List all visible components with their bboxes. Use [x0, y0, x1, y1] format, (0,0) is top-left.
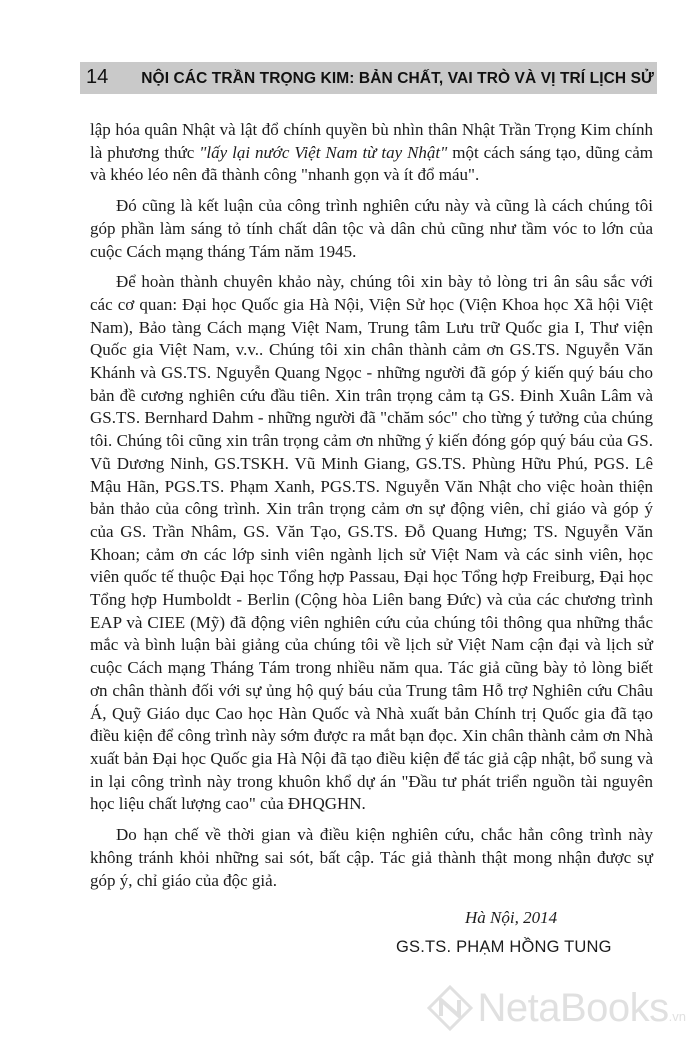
paragraph-1-start: lập hóa quân Nhật và lật đổ chính quyền bù nhìn thân Nhật Trần Trọng Kim chính là phương thức [90, 120, 653, 162]
author-signature: GS.TS. PHẠM HỒNG TUNG [396, 938, 612, 956]
watermark-brand: NetaBooks [477, 985, 669, 1030]
page-body [90, 119, 653, 900]
page-number: 14 [86, 66, 109, 88]
running-title: NỘI CÁC TRẦN TRỌNG KIM: BẢN CHẤT, VAI TRÒ VÀ VỊ TRÍ LỊCH SỬ [141, 70, 654, 87]
netabooks-logo-icon [427, 985, 473, 1031]
quoted-phrase: "lấy lại nước Việt Nam từ tay Nhật" [199, 142, 448, 162]
paragraph-1 [90, 119, 653, 187]
paragraph-1-end: một cách sáng tạo, dũng cảm và khéo léo nên đã thành công "nhanh gọn và ít đổ máu". [90, 142, 653, 185]
watermark [427, 978, 686, 1038]
paragraph-2: Đó cũng là kết luận của công trình nghiên cứu này và cũng là cách chúng tôi góp phần làm sáng tỏ tính chất dân tộc và dân chủ cũng như tầm vóc to lớn của cuộc Cách mạng tháng Tám năm 1945. [90, 196, 653, 261]
watermark-suffix: .vn [668, 1009, 686, 1024]
paragraph-3: Để hoàn thành chuyên khảo này, chúng tôi xin bày tỏ lòng tri ân sâu sắc với các cơ quan: Đại học Quốc gia Hà Nội, Viện Sử học (Viện Khoa học Xã hội Việt Nam), Bảo tàng Cách mạng Việt Nam, Trung tâm Lưu trữ Quốc gia I, Thư viện Quốc gia Việt Nam, v.v.. Chúng tôi xin chân thành cảm ơn GS.TS. Nguyễn Văn Khánh và GS.TS. Nguyễn Quang Ngọc - những người đã góp ý kiến quý báu cho bản đề cương nghiên cứu đầu tiên. Xin trân trọng cảm tạ GS. Đinh Xuân Lâm và GS.TS. Bernhard Dahm - những người đã "chăm sóc" cho từng ý tưởng của chúng tôi. Chúng tôi cũng xin trân trọng cảm ơn những ý kiến đóng góp quý báu của GS. Vũ Dương Ninh, GS.TSKH. Vũ Minh Giang, GS.TS. Phùng Hữu Phú, PGS. Lê Mậu Hãn, PGS.TS. Phạm Xanh, PGS.TS. Nguyễn Văn Nhật cho việc hoàn thiện bản thảo của công trình. Xin trân trọng cảm ơn sự động viên, chỉ giáo và góp ý của GS. Trần Nhâm, GS. Văn Tạo, GS.TS. Đỗ Quang Hưng; TS. Nguyễn Văn Khoan; cảm ơn các lớp sinh viên ngành lịch sử Việt Nam và các sinh viên, học viên quốc tế thuộc Đại học Tổng hợp Passau, Đại học Tổng hợp Freiburg, Đại học Tổng hợp Humboldt - Berlin (Cộng hòa Liên bang Đức) và của các chương trình EAP và CIEE (Mỹ) đã động viên nghiên cứu của chúng tôi thông qua những thắc mắc và bình luận bài giảng của chúng tôi về lịch sử Việt Nam cận đại và lịch sử cuộc Cách mạng Tháng Tám trong nhiều năm qua. Tác giả cũng bày tỏ lòng biết ơn chân thành đối với sự ủng hộ quý báu của Trung tâm Hỗ trợ Nghiên cứu Châu Á, Quỹ Giáo dục Cao học Hàn Quốc và Nhà xuất bản Chính trị Quốc gia đã tạo điều kiện để công trình này sớm được ra mắt bạn đọc. Xin chân thành cảm ơn Nhà xuất bản Đại học Quốc gia Hà Nội đã tạo điều kiện để tác giả cập nhật, bổ sung và in lại công trình này trong khuôn khổ dự án "Đầu tư phát triển nguồn tài nguyên học liệu chất lượng cao" của ĐHQGHN. [90, 272, 653, 814]
paragraph-4: Do hạn chế về thời gian và điều kiện nghiên cứu, chắc hẳn công trình này không tránh khỏi những sai sót, bất cập. Tác giả thành thật mong nhận được sự góp ý, chỉ giáo của độc giả. [90, 825, 653, 890]
place-date: Hà Nội, 2014 [465, 908, 558, 927]
